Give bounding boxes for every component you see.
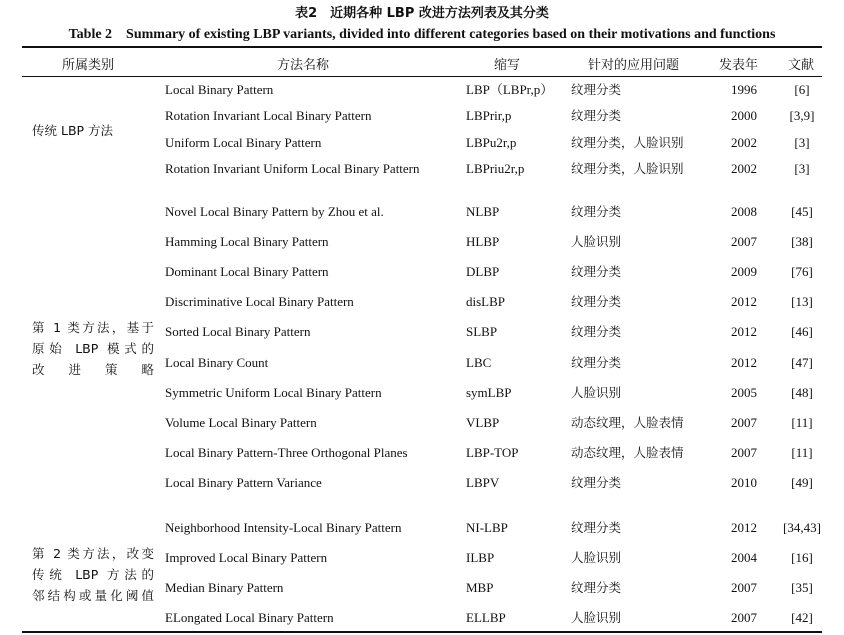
method-name: Neighborhood Intensity-Local Binary Pattern (165, 520, 402, 535)
header-ref: 文献 (788, 58, 815, 73)
abbreviation: DLBP (466, 264, 500, 279)
year: 2012 (731, 294, 757, 309)
application: 纹理分类 (571, 324, 622, 339)
abbreviation: HLBP (466, 234, 500, 249)
table-title-cn: 表2 近期各种 LBP 改进方法列表及其分类 (295, 6, 549, 21)
reference: [16] (791, 550, 813, 565)
category-line: 第 2 类方法，改变 (32, 546, 154, 561)
category-line: 原始 LBP 模式的 (32, 341, 154, 356)
application: 动态纹理，人脸表情 (571, 445, 684, 460)
header-abbr: 缩写 (494, 58, 521, 73)
reference: [3] (794, 135, 810, 150)
category-label (32, 120, 154, 141)
application: 纹理分类 (571, 355, 622, 370)
reference: [76] (791, 264, 813, 279)
application: 纹理分类，人脸识别 (571, 161, 684, 176)
header-rule (22, 76, 822, 77)
category-line: 传统 LBP 方法的 (32, 567, 154, 582)
year: 2005 (731, 385, 757, 400)
application: 纹理分类 (571, 82, 622, 97)
method-name: Sorted Local Binary Pattern (165, 324, 311, 339)
method-name: Volume Local Binary Pattern (165, 415, 317, 430)
year: 2012 (731, 520, 757, 535)
reference: [49] (791, 475, 813, 490)
abbreviation: ELLBP (466, 610, 506, 625)
year: 2002 (731, 161, 757, 176)
method-name: Local Binary Pattern Variance (165, 475, 322, 490)
year: 2007 (731, 445, 757, 460)
application: 纹理分类 (571, 264, 622, 279)
bottom-rule (22, 631, 822, 633)
header-method: 方法名称 (277, 58, 330, 73)
application: 人脸识别 (571, 610, 622, 625)
method-name: Dominant Local Binary Pattern (165, 264, 329, 279)
application: 纹理分类 (571, 475, 622, 490)
abbreviation: LBPu2r,p (466, 135, 517, 150)
reference: [35] (791, 580, 813, 595)
abbreviation: NLBP (466, 204, 500, 219)
abbreviation: MBP (466, 580, 494, 595)
method-name: Rotation Invariant Uniform Local Binary Pattern (165, 161, 420, 176)
reference: [11] (791, 415, 813, 430)
reference: [42] (791, 610, 813, 625)
category-line: 改进策略 (32, 362, 154, 377)
reference: [13] (791, 294, 813, 309)
table-title-en: Table 2 Summary of existing LBP variants, divided into different categories based on their motivations and functions (68, 27, 776, 42)
year: 2010 (731, 475, 757, 490)
abbreviation: VLBP (466, 415, 500, 430)
application: 人脸识别 (571, 385, 622, 400)
abbreviation: LBPriu2r,p (466, 161, 525, 176)
abbreviation: LBP（LBPr,p） (466, 82, 554, 97)
application: 纹理分类 (571, 108, 622, 123)
reference: [48] (791, 385, 813, 400)
method-name: Symmetric Uniform Local Binary Pattern (165, 385, 382, 400)
year: 2012 (731, 355, 757, 370)
application: 纹理分类 (571, 294, 622, 309)
application: 人脸识别 (571, 550, 622, 565)
method-name: Uniform Local Binary Pattern (165, 135, 322, 150)
reference: [47] (791, 355, 813, 370)
category-label (32, 317, 154, 380)
abbreviation: symLBP (466, 385, 512, 400)
abbreviation: NI-LBP (466, 520, 508, 535)
abbreviation: LBPrir,p (466, 108, 512, 123)
year: 2007 (731, 610, 757, 625)
reference: [3,9] (789, 108, 815, 123)
method-name: ELongated Local Binary Pattern (165, 610, 334, 625)
abbreviation: LBP-TOP (466, 445, 519, 460)
year: 1996 (731, 82, 757, 97)
reference: [6] (794, 82, 810, 97)
category-line: 第 1 类方法，基于 (32, 320, 154, 335)
method-name: Hamming Local Binary Pattern (165, 234, 329, 249)
reference: [11] (791, 445, 813, 460)
application: 人脸识别 (571, 234, 622, 249)
category-line: 传统 LBP 方法 (32, 123, 114, 138)
reference: [45] (791, 204, 813, 219)
application: 纹理分类 (571, 580, 622, 595)
reference: [46] (791, 324, 813, 339)
method-name: Improved Local Binary Pattern (165, 550, 328, 565)
application: 纹理分类 (571, 204, 622, 219)
method-name: Local Binary Count (165, 355, 269, 370)
reference: [38] (791, 234, 813, 249)
abbreviation: SLBP (466, 324, 498, 339)
reference: [34,43] (783, 520, 821, 535)
method-name: Local Binary Pattern-Three Orthogonal Planes (165, 445, 408, 460)
abbreviation: disLBP (466, 294, 506, 309)
year: 2009 (731, 264, 757, 279)
method-name: Discriminative Local Binary Pattern (165, 294, 354, 309)
application: 动态纹理，人脸表情 (571, 415, 684, 430)
year: 2007 (731, 234, 757, 249)
header-year: 发表年 (719, 58, 759, 73)
abbreviation: LBC (466, 355, 492, 370)
method-name: Median Binary Pattern (165, 580, 284, 595)
year: 2002 (731, 135, 757, 150)
year: 2007 (731, 415, 757, 430)
application: 纹理分类，人脸识别 (571, 135, 684, 150)
application: 纹理分类 (571, 520, 622, 535)
category-label (32, 543, 154, 606)
year: 2012 (731, 324, 757, 339)
method-name: Rotation Invariant Local Binary Pattern (165, 108, 372, 123)
abbreviation: ILBP (466, 550, 495, 565)
reference: [3] (794, 161, 810, 176)
year: 2007 (731, 580, 757, 595)
header-application: 针对的应用问题 (588, 58, 680, 73)
year: 2004 (731, 550, 757, 565)
method-name: Novel Local Binary Pattern by Zhou et al. (165, 204, 384, 219)
header-category: 所属类别 (62, 58, 115, 73)
top-rule (22, 46, 822, 48)
category-line: 邻结构或量化阈值 (32, 588, 154, 603)
year: 2000 (731, 108, 757, 123)
year: 2008 (731, 204, 757, 219)
abbreviation: LBPV (466, 475, 500, 490)
method-name: Local Binary Pattern (165, 82, 274, 97)
